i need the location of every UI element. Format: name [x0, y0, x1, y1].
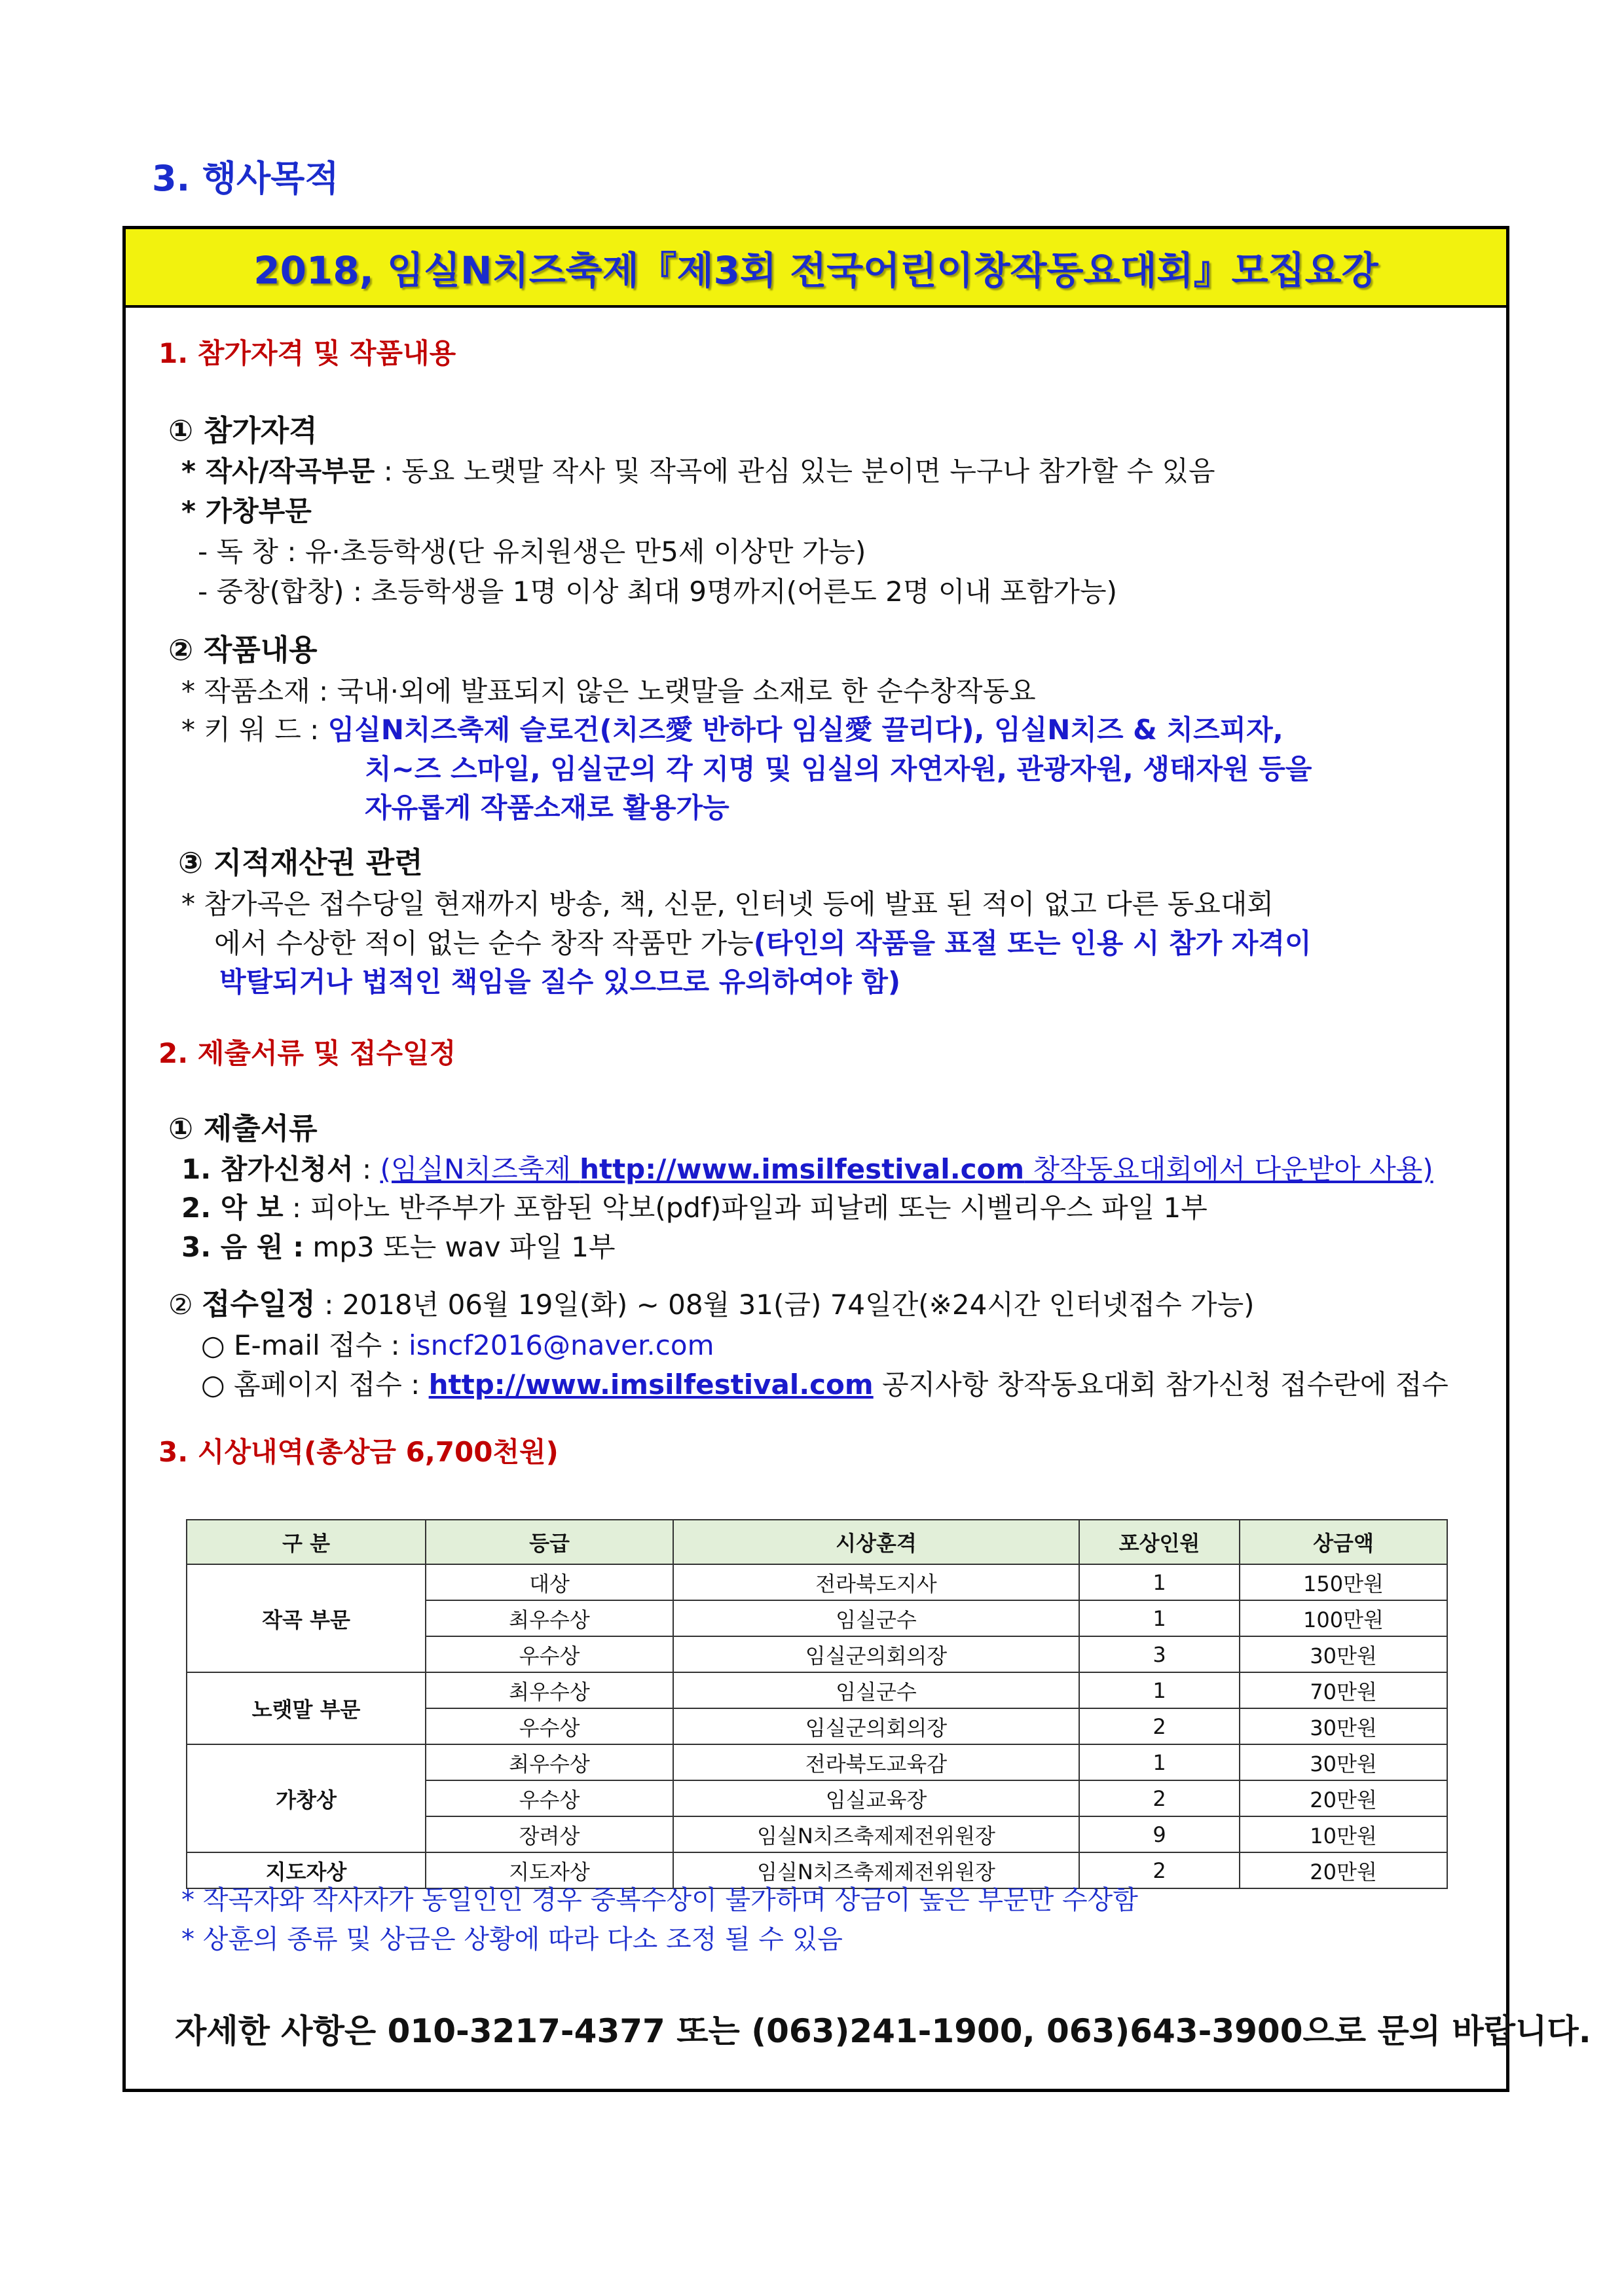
label: * 키 워 드 : [181, 714, 328, 746]
cell: 임실군수 [673, 1672, 1079, 1708]
cell: 임실군수 [673, 1600, 1079, 1636]
col-header: 구 분 [187, 1520, 426, 1564]
cell: 1 [1079, 1672, 1240, 1708]
s1-keywords-3: 자유롭게 작품소재로 활용가능 [365, 792, 729, 824]
cell: 30만원 [1240, 1744, 1447, 1780]
cell: 3 [1079, 1636, 1240, 1672]
cell: 70만원 [1240, 1672, 1447, 1708]
label: ○ E-mail 접수 : [201, 1329, 409, 1361]
email-submit [201, 1327, 714, 1364]
col-header: 포상인원 [1079, 1520, 1240, 1564]
cell: 대상 [426, 1564, 673, 1600]
sep: : [353, 1153, 380, 1185]
s1-ip-3: 박탈되거나 법적인 책임을 질수 있으므로 유의하여야 함) [219, 966, 901, 998]
cell: 30만원 [1240, 1708, 1447, 1744]
text-b: 창작동요대회에서 다운받아 사용) [1024, 1153, 1433, 1185]
title-bar [126, 229, 1506, 308]
cell: 최우수상 [426, 1744, 673, 1780]
category-cell: 작곡 부문 [187, 1564, 426, 1672]
awards-table [186, 1519, 1448, 1889]
s1-eligibility-composer [181, 453, 1215, 490]
s1-eligibility-singing: * 가창부문 [181, 495, 312, 527]
cell: 최우수상 [426, 1672, 673, 1708]
num: ② [168, 1289, 202, 1321]
table-header-row [187, 1520, 1447, 1564]
cell: 2 [1079, 1780, 1240, 1816]
s1-ip-1: * 참가곡은 접수당일 현재까지 방송, 책, 신문, 인터넷 등에 발표 된 적이 없고 다른 동요대회 [181, 888, 1274, 920]
label: 2. 악 보 [181, 1192, 284, 1224]
cell: 임실군의회의장 [673, 1636, 1079, 1672]
col-header: 시상훈격 [673, 1520, 1079, 1564]
text: : 동요 노랫말 작사 및 작곡에 관심 있는 분이면 누구나 참가할 수 있음 [375, 455, 1215, 487]
label: * 작사/작곡부문 [181, 455, 375, 487]
cell: 1 [1079, 1744, 1240, 1780]
s1-sub3: ③ 지적재산권 관련 [178, 845, 423, 880]
s1-ip-2 [214, 925, 1312, 962]
award-note-1: * 작곡자와 작사자가 동일인인 경우 중복수상이 불가하며 상금이 높은 부문만 수상함 [181, 1885, 1138, 1915]
s2-sub1: ① 제출서류 [168, 1111, 318, 1146]
text: mp3 또는 wav 파일 1부 [304, 1231, 616, 1263]
cell: 우수상 [426, 1780, 673, 1816]
cell: 전라북도교육감 [673, 1744, 1079, 1780]
label: 접수일정 [202, 1287, 316, 1321]
festival-link[interactable]: http://www.imsilfestival.com [580, 1153, 1025, 1185]
s3-heading: 3. 시상내역(총상금 6,700천원) [158, 1436, 559, 1468]
contact-line: 자세한 사항은 010-3217-4377 또는 (063)241-1900, 063)643-3900으로 문의 바랍니다. [175, 2012, 1591, 2050]
email-link[interactable]: isncf2016@naver.com [409, 1329, 714, 1361]
cell: 20만원 [1240, 1852, 1447, 1888]
s1-sub2: ② 작품내용 [168, 633, 318, 667]
s1-material: * 작품소재 : 국내·외에 발표되지 않은 노랫말을 소재로 한 순수창작동요 [181, 675, 1036, 707]
cell: 10만원 [1240, 1816, 1447, 1852]
text: : 2018년 06월 19일(화) ~ 08월 31(금) 74일간(※24시간 인터넷접수 가능) [315, 1289, 1255, 1321]
doc-score [181, 1190, 1208, 1226]
recruitment-notice-box [122, 226, 1591, 2092]
homepage-link[interactable]: http://www.imsilfestival.com [428, 1368, 874, 1401]
section-heading: 3. 행사목적 [152, 158, 339, 199]
notice-title: 2018, 임실N치즈축제『제3회 전국어린이창작동요대회』모집요강 [253, 248, 1378, 293]
warning: (타인의 작품을 표절 또는 인용 시 참가 자격이 [753, 927, 1312, 959]
category-cell: 노랫말 부문 [187, 1672, 426, 1744]
cell: 30만원 [1240, 1636, 1447, 1672]
cell: 우수상 [426, 1708, 673, 1744]
label: ○ 홈페이지 접수 : [201, 1368, 429, 1401]
table-row [187, 1744, 1447, 1780]
cell: 지도자상 [426, 1852, 673, 1888]
category-cell: 지도자상 [187, 1852, 426, 1888]
cell: 1 [1079, 1564, 1240, 1600]
table-row [187, 1672, 1447, 1708]
label: 1. 참가신청서 [181, 1153, 354, 1185]
schedule [168, 1286, 1255, 1323]
cell: 임실교육장 [673, 1780, 1079, 1816]
plain: 에서 수상한 적이 없는 순수 창작 작품만 가능 [214, 927, 754, 959]
cell: 임실N치즈축제제전위원장 [673, 1816, 1079, 1852]
award-note-2: * 상훈의 종류 및 상금은 상황에 따라 다소 조정 될 수 있음 [181, 1924, 843, 1955]
col-header: 상금액 [1240, 1520, 1447, 1564]
col-header: 등급 [426, 1520, 673, 1564]
s1-ensemble: - 중창(합창) : 초등학생을 1명 이상 최대 9명까지(어른도 2명 이내 포함가능) [198, 576, 1117, 608]
table-row [187, 1564, 1447, 1600]
s1-heading: 1. 참가자격 및 작품내용 [158, 337, 456, 369]
doc-audio [181, 1229, 616, 1266]
cell: 9 [1079, 1816, 1240, 1852]
cell: 우수상 [426, 1636, 673, 1672]
cell: 150만원 [1240, 1564, 1447, 1600]
text-a: (임실N치즈축제 [380, 1153, 580, 1185]
text: 공지사항 창작동요대회 참가신청 접수란에 접수 [873, 1368, 1449, 1401]
cell: 최우수상 [426, 1600, 673, 1636]
cell: 임실N치즈축제제전위원장 [673, 1852, 1079, 1888]
cell: 장려상 [426, 1816, 673, 1852]
text: : 피아노 반주부가 포함된 악보(pdf)파일과 피날레 또는 시벨리우스 파일 1부 [283, 1192, 1208, 1224]
s2-heading: 2. 제출서류 및 접수일정 [158, 1037, 456, 1069]
s1-keywords [181, 712, 1283, 748]
cell: 20만원 [1240, 1780, 1447, 1816]
cell: 전라북도지사 [673, 1564, 1079, 1600]
keywords-1: 임실N치즈축제 슬로건(치즈愛 반하다 임실愛 끌리다), 임실N치즈 & 치즈피자, [327, 714, 1283, 746]
home-submit [201, 1367, 1449, 1403]
s1-solo: - 독 창 : 유·초등학생(단 유치원생은 만5세 이상만 가능) [198, 536, 866, 568]
s1-keywords-2: 치~즈 스마일, 임실군의 각 지명 및 임실의 자연자원, 관광자원, 생태자원 등을 [365, 753, 1312, 785]
category-cell: 가창상 [187, 1744, 426, 1852]
label: 3. 음 원 : [181, 1231, 304, 1263]
s1-sub1: ① 참가자격 [168, 413, 318, 448]
cell: 임실군의회의장 [673, 1708, 1079, 1744]
cell: 100만원 [1240, 1600, 1447, 1636]
cell: 2 [1079, 1852, 1240, 1888]
cell: 2 [1079, 1708, 1240, 1744]
cell: 1 [1079, 1600, 1240, 1636]
doc-application [181, 1151, 1433, 1188]
